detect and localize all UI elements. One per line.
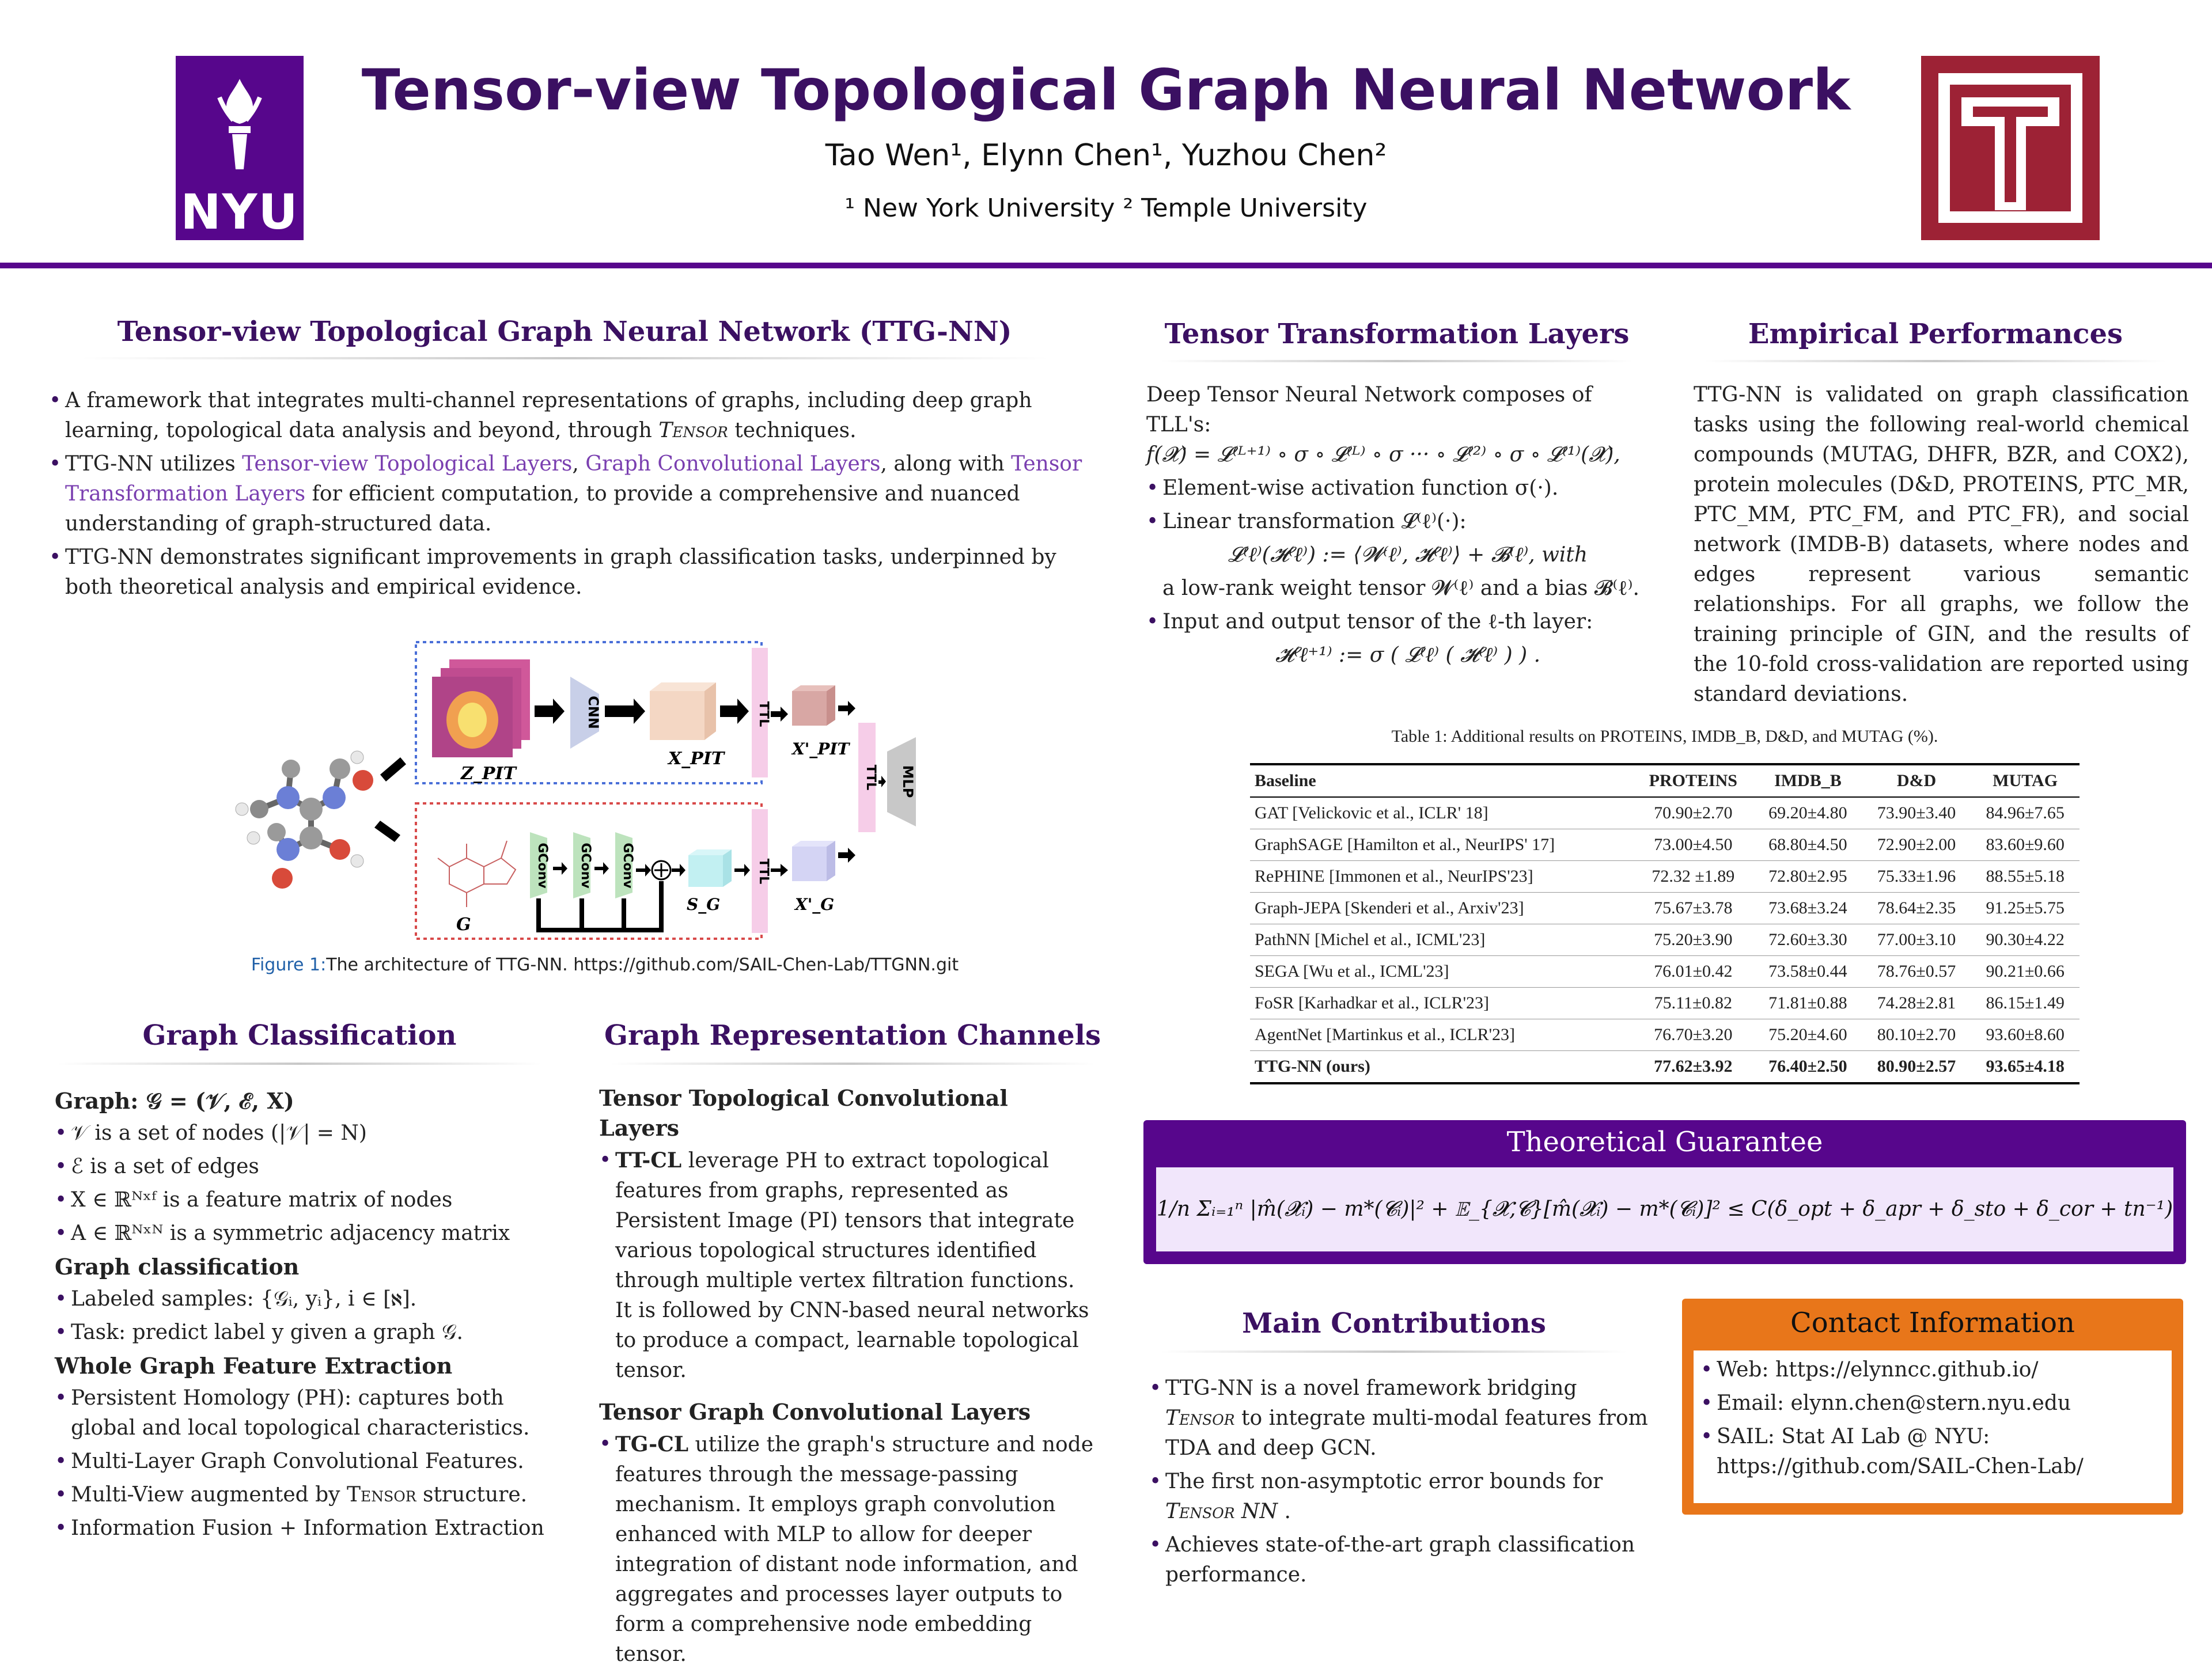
label-sg: S_G (687, 895, 721, 914)
link-graph-convolutional-layers[interactable]: Graph Convolutional Layers (585, 452, 881, 476)
channels-title: Graph Representation Channels (604, 1019, 1101, 1052)
table-row: SEGA [Wu et al., ICML'23] 76.01±0.42 73.58±0.44 78.76±0.57 90.21±0.66 (1250, 956, 2080, 988)
table-row-ours: TTG-NN (ours) 77.62±3.92 76.40±2.50 80.90±2.57 93.65±4.18 (1250, 1051, 2080, 1084)
ttl-activation: • Element-wise activation function σ(·). (1146, 473, 1653, 503)
link-tensor-topological-layers[interactable]: Tensor-view Topological Layers (242, 452, 573, 476)
feature-fusion: • Information Fusion + Information Extraction (55, 1513, 573, 1543)
channels-rule (611, 1063, 1094, 1065)
temple-t-icon (1921, 56, 2100, 240)
poster-affiliations: ¹ New York University ² Temple University (844, 194, 1368, 223)
intro-bullet-2: • TTG-NN utilizes Tensor-view Topological Layers, Graph Convolutional Layers, along with Tensor Transformation Layers for efficient computation, to provide a comprehensive and nuanced understanding of graph-structured data. (49, 449, 1109, 539)
label-mlp: MLP (900, 765, 916, 798)
ttl-section-rule (1161, 360, 1633, 362)
empirical-text: TTG-NN is validated on graph classification tasks using the following real-world chemical compounds (MUTAG, DHFR, BZR, and COX2), protein molecules (D&D, PROTEINS, PTC_MR, PTC_MM, PTC_FM, and PTC_FR), and social network (IMDB-B) datasets, where nodes and edges represent various semantic relationships. For all graphs, we follow the training principle of GIN, and the results of the 10-fold cross-validation are reported using standard deviations. (1694, 383, 2189, 706)
label-gconv-1: GConv (535, 843, 550, 889)
empirical-title: Empirical Performances (1748, 318, 2123, 350)
graph-cls-task: • Task: predict label y given a graph 𝒢. (55, 1318, 573, 1348)
contact-title: Contact Information (1790, 1307, 2075, 1339)
table-header-cell: Baseline (1250, 764, 1633, 797)
ttl-intro: Deep Tensor Neural Network composes of TLL's: (1146, 383, 1592, 437)
feature-ph: • Persistent Homology (PH): captures both global and local topological characteristics. (55, 1383, 573, 1443)
graph-classification-body (55, 1083, 573, 1547)
ttl-linear: • Linear transformation 𝓛⁽ℓ⁾(·): 𝓛⁽ℓ⁾(𝓗⁽ℓ⁾) := ⟨𝓦⁽ℓ⁾, 𝓗⁽ℓ⁾⟩ + 𝓑⁽ℓ⁾, with a low-rank weight tensor 𝓦⁽ℓ⁾ and a bias 𝓑⁽ℓ⁾. (1146, 507, 1653, 604)
ttl-io: • Input and output tensor of the ℓ-th layer: 𝓗⁽ℓ⁺¹⁾ := σ ( 𝓛⁽ℓ⁾ ( 𝓗⁽ℓ⁾ ) ) . (1146, 607, 1653, 670)
theory-equation: 1/n Σᵢ₌₁ⁿ |m̂(𝓧ᵢ) − m*(𝓒ᵢ)|² + 𝔼_{𝓧,𝓒}[m̂(𝓧ᵢ) − m*(𝓒ᵢ)]² ≤ C(δ_opt + δ_apr + δ_sto + δ_cor + tn⁻¹) (1156, 1167, 2173, 1251)
contact-sail-link[interactable]: • SAIL: Stat AI Lab @ NYU: https://github.com/SAIL-Chen-Lab/ (1700, 1422, 2165, 1482)
contribution-1: • TTG-NN is a novel framework bridging Tensor to integrate multi-modal features from TDA and deep GCN. (1149, 1374, 1650, 1463)
table-row: PathNN [Michel et al., ICML'23] 75.20±3.90 72.60±3.30 77.00±3.10 90.30±4.22 (1250, 924, 2080, 956)
label-ttl-fusion: TTL (863, 764, 878, 791)
xpit-prime-tensor (792, 685, 835, 726)
torch-icon (208, 74, 271, 172)
label-cnn: CNN (585, 696, 601, 729)
figure-caption (173, 955, 1037, 975)
xg-prime-tensor (792, 841, 835, 881)
label-xpit: X_PIT (668, 749, 725, 769)
sum-icon (652, 861, 671, 879)
contact-email-link[interactable]: • Email: elynn.chen@stern.nyu.edu (1700, 1389, 2165, 1418)
intro-section-rule (81, 357, 1048, 359)
tgcl-description: • TG-CL utilize the graph's structure and node features through the message-passing mechanism. It employs graph convolution enhanced with MLP to allow for deeper integration of distant node information, and aggregates and processes layer outputs to form a comprehensive node embedding tensor. (599, 1429, 1094, 1670)
table-header-row (1250, 764, 2080, 797)
label-xg-prime: X'_G (795, 895, 835, 914)
contribution-2: • The first non-asymptotic error bounds for Tensor NN . (1149, 1467, 1650, 1527)
table-row: GraphSAGE [Hamilton et al., NeurIPS' 17] 73.00±4.50 68.80±4.50 72.90±2.00 83.60±9.60 (1250, 829, 2080, 861)
contributions-title: Main Contributions (1242, 1307, 1546, 1340)
graph-def-adjacency: • A ∈ ℝᴺˣᴺ is a symmetric adjacency matrix (55, 1219, 573, 1249)
figure-caption-label: Figure 1: (251, 955, 327, 975)
empirical-rule (1705, 360, 2166, 362)
label-g: G (456, 915, 471, 935)
figure-caption-text[interactable]: The architecture of TTG-NN. https://github.com/SAIL-Chen-Lab/TTGNN.git (326, 955, 959, 975)
feature-gcn: • Multi-Layer Graph Convolutional Features. (55, 1447, 573, 1477)
table-row: GAT [Velickovic et al., ICLR' 18] 70.90±2.70 69.20±4.80 73.90±3.40 84.96±7.65 (1250, 797, 2080, 829)
intro-bullets (49, 386, 1109, 606)
graph-def-nodes: • 𝒱 is a set of nodes (|𝒱| = N) (55, 1118, 573, 1148)
xpit-tensor (650, 682, 716, 740)
contact-web-link[interactable]: • Web: https://elynncc.github.io/ (1700, 1355, 2165, 1385)
poster-authors: Tao Wen¹, Elynn Chen¹, Yuzhou Chen² (825, 138, 1387, 173)
graph-classification-rule (58, 1063, 541, 1065)
label-xpit-prime: X'_PIT (792, 739, 850, 758)
ttl-linear-desc: a low-rank weight tensor 𝓦⁽ℓ⁾ and a bias 𝓑⁽ℓ⁾. (1162, 576, 1639, 600)
graph-cls-samples: • Labeled samples: {𝒢ᵢ, yᵢ}, i ∈ [ℵ]. (55, 1284, 573, 1314)
table-caption: Table 1: Additional results on PROTEINS, IMDB_B, D&D, and MUTAG (%). (1391, 727, 1938, 746)
ttl-equation-linear: 𝓛⁽ℓ⁾(𝓗⁽ℓ⁾) := ⟨𝓦⁽ℓ⁾, 𝓗⁽ℓ⁾⟩ + 𝓑⁽ℓ⁾, with (1228, 543, 1588, 567)
graph-cls-heading: Graph classification (55, 1254, 300, 1280)
contact-box (1682, 1299, 2183, 1515)
graph-classification-title: Graph Classification (142, 1019, 457, 1052)
graph-def-edges: • ℰ is a set of edges (55, 1152, 573, 1182)
channels-body (599, 1080, 1094, 1673)
table-row: AgentNet [Martinkus et al., ICLR'23] 76.70±3.20 75.20±4.60 80.10±2.70 93.60±8.60 (1250, 1019, 2080, 1051)
link-tensor-transformation-layers[interactable]: Tensor Transformation Layers (65, 452, 1082, 506)
theory-title: Theoretical Guarantee (1506, 1126, 1823, 1158)
table-row: FoSR [Karhadkar et al., ICLR'23] 75.11±0.82 71.81±0.88 74.28±2.81 86.15±1.49 (1250, 988, 2080, 1019)
intro-bullet-3: • TTG-NN demonstrates significant improvements in graph classification tasks, underpinned by both theoretical analysis and empirical evidence. (49, 543, 1109, 602)
table-header-cell: D&D (1862, 764, 1971, 797)
label-gconv-3: GConv (620, 843, 635, 889)
ttl-body (1146, 380, 1653, 674)
contributions-rule (1161, 1350, 1627, 1353)
persistent-image-stack (432, 659, 530, 757)
nyu-logo (176, 56, 304, 240)
poster-title: Tensor-view Topological Graph Neural Network (361, 58, 1851, 123)
feature-extraction-heading: Whole Graph Feature Extraction (55, 1353, 453, 1379)
theory-box (1143, 1120, 2186, 1264)
table-header-cell: PROTEINS (1633, 764, 1754, 797)
arrow-to-topology (380, 757, 406, 782)
feature-multiview: • Multi-View augmented by Tensor structure. (55, 1480, 573, 1510)
nyu-logo-text: NYU (180, 184, 299, 240)
contact-list (1694, 1350, 2172, 1503)
results-table (1250, 763, 2080, 1084)
ttcl-description: • TT-CL leverage PH to extract topological features from graphs, represented as Persistent Image (PI) tensors that integrate various topological structures identified through multiple vertex filtration functions. It is followed by CNN-based neural networks to produce a compact, learnable topological tensor. (599, 1145, 1094, 1386)
architecture-figure (219, 636, 933, 947)
header-divider (0, 263, 2212, 268)
ttl-equation-composition: f(𝓧) = 𝓛⁽ᴸ⁺¹⁾ ∘ σ ∘ 𝓛⁽ᴸ⁾ ∘ σ ··· ∘ 𝓛⁽²⁾ ∘ σ ∘ 𝓛⁽¹⁾(𝓧), (1146, 443, 1620, 466)
temple-logo (1921, 56, 2100, 240)
label-gconv-2: GConv (578, 843, 593, 889)
graph-sketch-icon (438, 841, 516, 907)
table-header-cell: MUTAG (1971, 764, 2080, 797)
skip-connection-1 (539, 881, 661, 930)
label-ttl-bottom: TTL (756, 858, 771, 885)
molecule-icon (236, 751, 373, 889)
table-row: Graph-JEPA [Skenderi et al., Arxiv'23] 75.67±3.78 73.68±3.24 78.64±2.35 91.25±5.75 (1250, 893, 2080, 924)
ttcl-heading: Tensor Topological Convolutional Layers (599, 1085, 1008, 1141)
label-zpit: Z_PIT (461, 764, 516, 784)
contributions-body (1149, 1374, 1650, 1594)
ttl-section-title: Tensor Transformation Layers (1164, 318, 1630, 350)
table-row: RePHINE [Immonen et al., NeurIPS'23] 72.32 ±1.89 72.80±2.95 75.33±1.96 88.55±5.18 (1250, 861, 2080, 893)
tgcl-heading: Tensor Graph Convolutional Layers (599, 1399, 1031, 1425)
graph-def-features: • X ∈ ℝᴺˣᶠ is a feature matrix of nodes (55, 1185, 573, 1215)
label-ttl-top: TTL (756, 701, 771, 727)
contribution-3: • Achieves state-of-the-art graph classification performance. (1149, 1530, 1650, 1590)
table-header-cell: IMDB_B (1753, 764, 1862, 797)
arrow-to-gcn (374, 821, 400, 842)
intro-bullet-1: • A framework that integrates multi-channel representations of graphs, including deep graph learning, topological data analysis and beyond, through Tensor techniques. (49, 386, 1109, 446)
ttl-equation-io: 𝓗⁽ℓ⁺¹⁾ := σ ( 𝓛⁽ℓ⁾ ( 𝓗⁽ℓ⁾ ) ) . (1275, 643, 1541, 667)
intro-section-title: Tensor-view Topological Graph Neural Network (TTG-NN) (117, 316, 1012, 348)
sg-tensor (688, 849, 732, 887)
graph-definition-heading: Graph: 𝒢 = (𝒱, ℰ, X) (55, 1088, 294, 1114)
